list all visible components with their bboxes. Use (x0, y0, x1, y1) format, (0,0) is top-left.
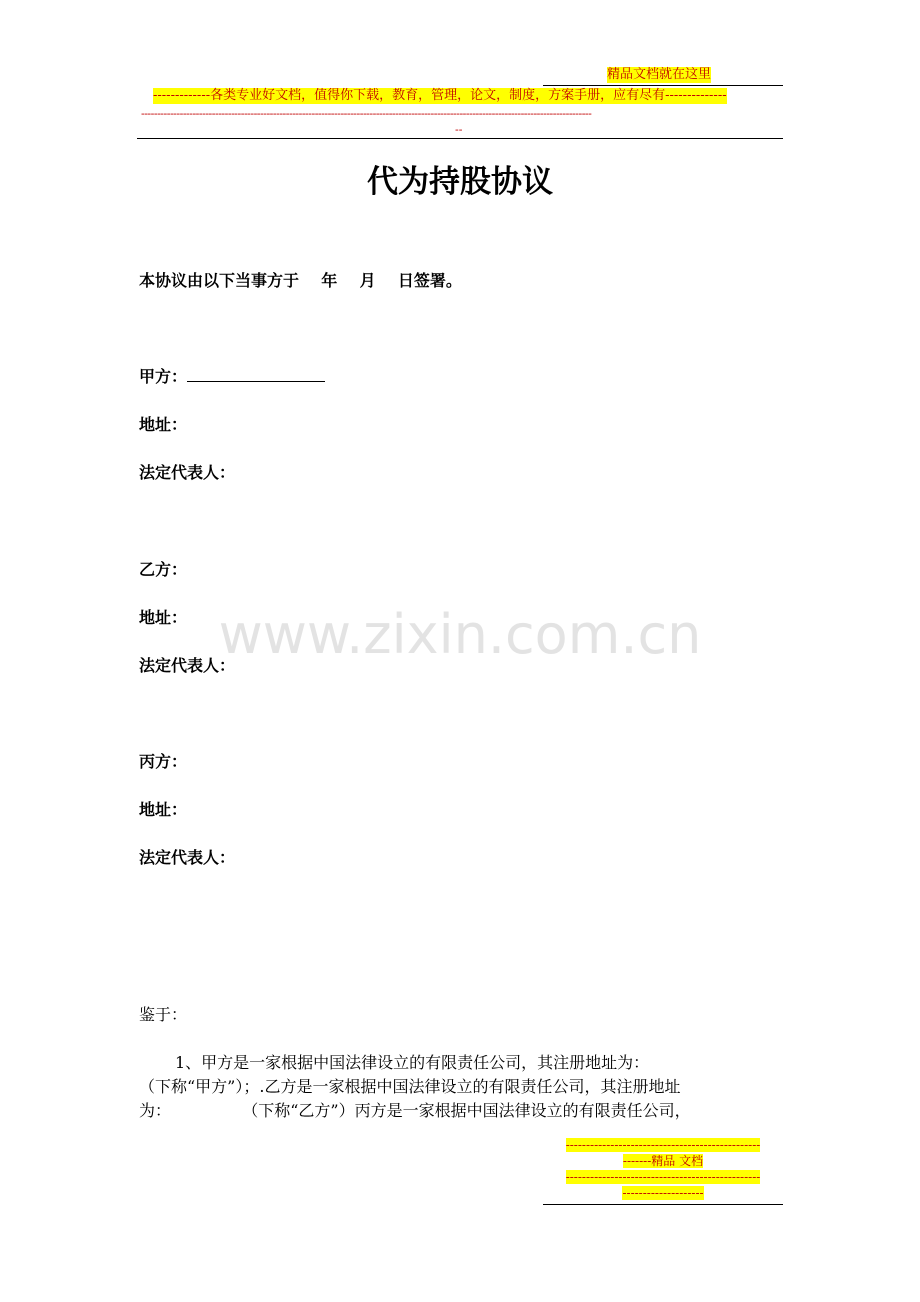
footer-dash-3: -------------------- (622, 1186, 704, 1200)
intro-sentence: 本协议由以下当事方于 年 月 日签署。 (139, 271, 462, 290)
party-a-address-label: 地址： (139, 415, 188, 434)
footer-dash-2: ------------------------------------------------ (565, 1170, 761, 1184)
party-c-address-label: 地址： (139, 800, 188, 819)
party-a-name-blank (187, 367, 325, 382)
footer-dash-1: ------------------------------------------------ (565, 1138, 761, 1152)
whereas-heading: 鉴于： (139, 1005, 188, 1024)
header-banner-text: -------------各类专业好文档，值得你下载，教育，管理，论文，制度，方案手册，应有尽有-------------- (153, 88, 727, 103)
party-a-line (139, 366, 325, 388)
header-rule-bottom (137, 138, 783, 139)
whereas-line-2: （下称“甲方”）；.乙方是一家根据中国法律设立的有限责任公司，其注册地址 (139, 1077, 681, 1096)
header-rule-top (543, 85, 783, 86)
header-dash-tail: -- (455, 123, 463, 136)
watermark: www.zixin.com.cn (218, 603, 702, 666)
party-a-rep-label: 法定代表人： (139, 463, 236, 482)
party-a-label: 甲方： (139, 367, 188, 386)
document-title: 代为持股协议 (367, 164, 553, 200)
header-brand-text: 精品文档就在这里 (607, 67, 712, 82)
party-c-rep-label: 法定代表人： (139, 848, 236, 867)
footer-banner (545, 1137, 781, 1201)
footer-rule (543, 1204, 783, 1205)
party-b-label: 乙方： (139, 560, 188, 579)
footer-brand-text: -------精品 文档 (622, 1154, 704, 1168)
party-b-address-label: 地址： (139, 608, 188, 627)
whereas-line-3: 为： （下称“乙方”）丙方是一家根据中国法律设立的有限责任公司， (139, 1101, 691, 1120)
party-b-rep-label: 法定代表人： (139, 656, 236, 675)
header-dash-line: -------------------------------------------------------------------------------------------------------------------------------------------- (141, 107, 592, 120)
whereas-line-1: 1、甲方是一家根据中国法律设立的有限责任公司，其注册地址为： (175, 1053, 650, 1072)
whereas-paragraph-1 (139, 1051, 781, 1123)
party-c-label: 丙方： (139, 752, 188, 771)
